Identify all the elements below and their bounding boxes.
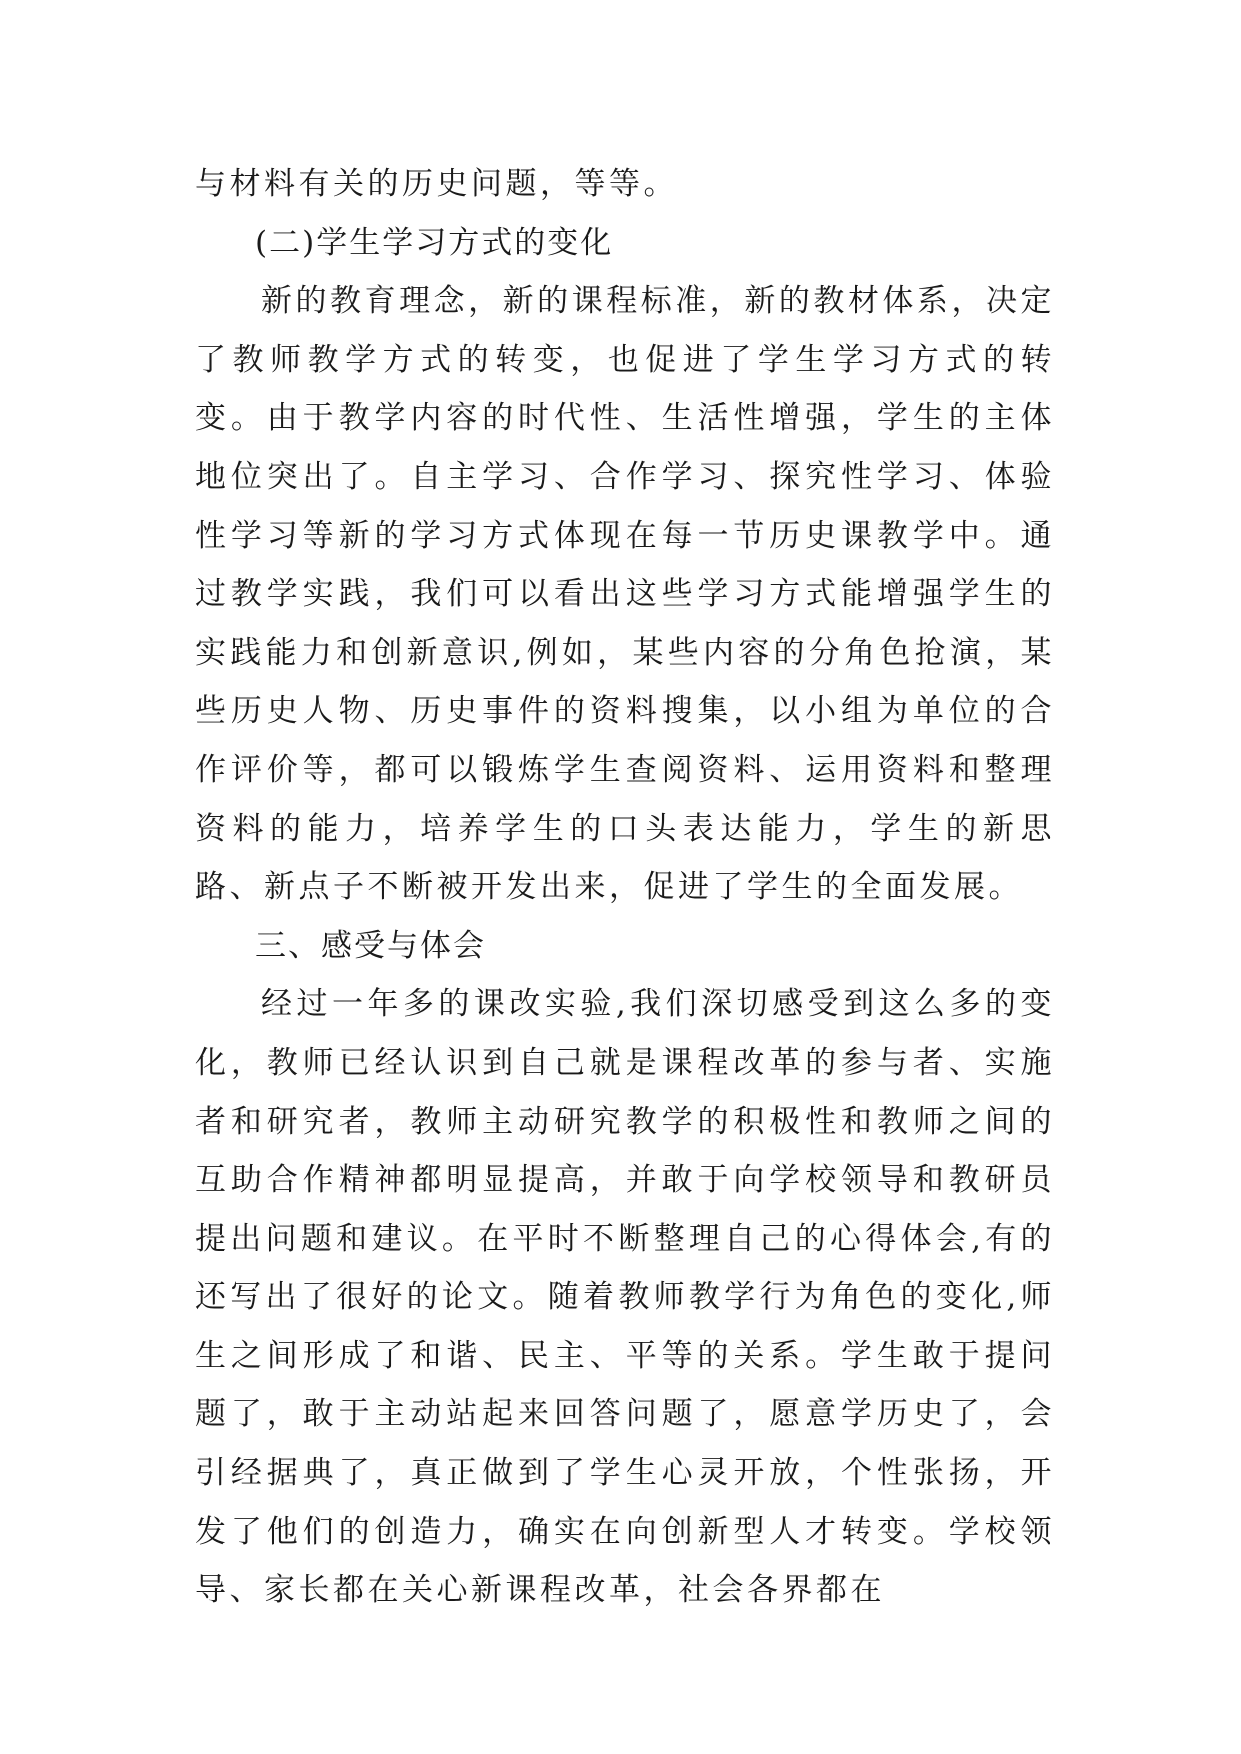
paragraph-feelings-and-reflections: 经过一年多的课改实验,我们深切感受到这么多的变化，教师已经认识到自己就是课程改革的参与者、实施者和研究者，教师主动研究教学的积极性和教师之间的互助合作精神都明显提高，并敢于向学校领导和教研员提出问题和建议。在平时不断整理自己的心得体会,有的还写出了很好的论文。随着教师教学行为角色的变化,师生之间形成了和谐、民主、平等的关系。学生敢于提问题了，敢于主动站起来回答问题了，愿意学历史了，会引经据典了，真正做到了学生心灵开放，个性张扬，开发了他们的创造力，确实在向创新型人才转变。学校领导、家长都在关心新课程改革，社会各界都在 bbox=[195, 986, 1055, 1609]
paragraph-learning-style-change: 新的教育理念，新的课程标准，新的教材体系，决定了教师教学方式的转变，也促进了学生学习方式的转变。由于教学内容的时代性、生活性增强，学生的主体地位突出了。自主学习、合作学习、探究性学习、体验性学习等新的学习方式体现在每一节历史课教学中。通过教学实践，我们可以看出这些学习方式能增强学生的实践能力和创新意识,例如，某些内容的分角色抢演，某些历史人物、历史事件的资料搜集，以小组为单位的合作评价等，都可以锻炼学生查阅资料、运用资料和整理资料的能力，培养学生的口头表达能力，学生的新思路、新点子不断被开发出来，促进了学生的全面发展。 bbox=[195, 283, 1055, 906]
paragraph-continuation: 与材料有关的历史问题，等等。 bbox=[195, 166, 678, 202]
subheading-learning-style-change: (二)学生学习方式的变化 bbox=[255, 224, 614, 261]
document-body bbox=[195, 155, 1055, 1620]
heading-feelings-and-reflections: 三、感受与体会 bbox=[255, 927, 486, 964]
